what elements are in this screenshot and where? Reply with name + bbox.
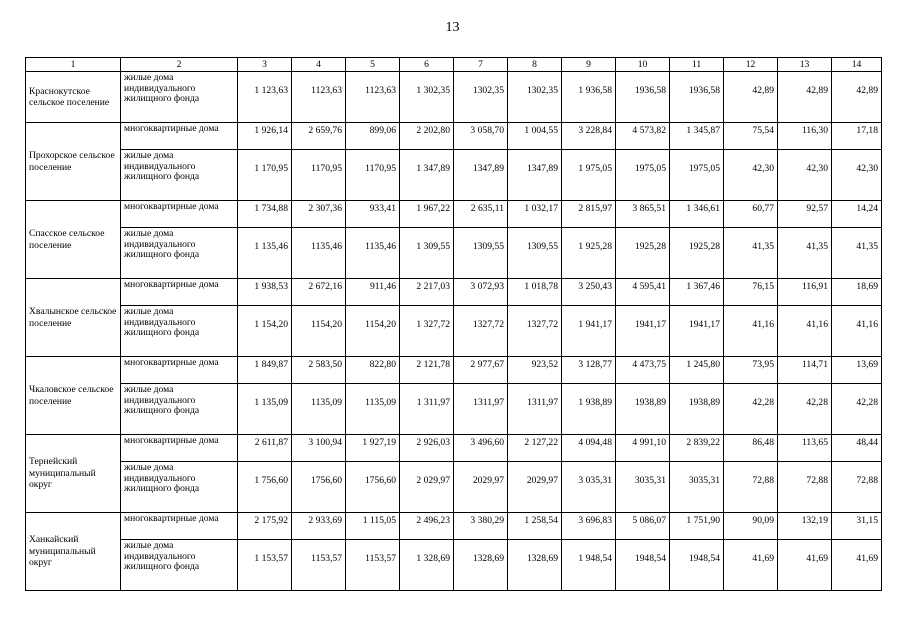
value-cell: 2 815,97 (562, 201, 616, 228)
housing-type-cell: жилые дома индивидуального жилищного фонда (121, 228, 238, 279)
value-cell: 1347,89 (508, 150, 562, 201)
table-row (26, 279, 882, 306)
value-cell: 1170,95 (346, 150, 400, 201)
value-cell: 2 611,87 (238, 435, 292, 462)
value-cell: 1 154,20 (238, 306, 292, 357)
value-cell: 1925,28 (616, 228, 670, 279)
region-name-cell: Краснокутское сельское поселение (26, 72, 121, 123)
value-cell: 76,15 (724, 279, 778, 306)
housing-type-cell: многоквартирные дома (121, 201, 238, 228)
column-number-cell: 14 (832, 58, 882, 72)
value-cell: 1 123,63 (238, 72, 292, 123)
value-cell: 75,54 (724, 123, 778, 150)
value-cell: 1 258,54 (508, 513, 562, 540)
housing-type-cell: жилые дома индивидуального жилищного фонда (121, 384, 238, 435)
value-cell: 1 302,35 (400, 72, 454, 123)
table-body (26, 58, 882, 591)
value-cell: 41,16 (832, 306, 882, 357)
value-cell: 1 926,14 (238, 123, 292, 150)
value-cell: 3 072,93 (454, 279, 508, 306)
value-cell: 1135,09 (346, 384, 400, 435)
value-cell: 1154,20 (346, 306, 400, 357)
housing-type-cell: многоквартирные дома (121, 279, 238, 306)
value-cell: 41,69 (778, 540, 832, 591)
value-cell: 113,65 (778, 435, 832, 462)
value-cell: 1 941,17 (562, 306, 616, 357)
value-cell: 42,30 (778, 150, 832, 201)
column-number-row (26, 58, 882, 72)
value-cell: 42,30 (724, 150, 778, 201)
region-name-cell: Прохорское сельское поселение (26, 123, 121, 201)
column-number-cell: 2 (121, 58, 238, 72)
value-cell: 923,52 (508, 357, 562, 384)
value-cell: 60,77 (724, 201, 778, 228)
value-cell: 92,57 (778, 201, 832, 228)
value-cell: 1123,63 (292, 72, 346, 123)
value-cell: 1 367,46 (670, 279, 724, 306)
value-cell: 1 328,69 (400, 540, 454, 591)
column-number-cell: 7 (454, 58, 508, 72)
value-cell: 4 991,10 (616, 435, 670, 462)
value-cell: 1948,54 (616, 540, 670, 591)
region-name-cell: Хвалынское сельское поселение (26, 279, 121, 357)
table-row (26, 513, 882, 540)
value-cell: 116,30 (778, 123, 832, 150)
value-cell: 2 977,67 (454, 357, 508, 384)
value-cell: 1 948,54 (562, 540, 616, 591)
value-cell: 42,28 (778, 384, 832, 435)
housing-type-cell: многоквартирные дома (121, 513, 238, 540)
value-cell: 1 734,88 (238, 201, 292, 228)
table-row (26, 435, 882, 462)
value-cell: 1938,89 (670, 384, 724, 435)
value-cell: 1328,69 (454, 540, 508, 591)
value-cell: 3035,31 (616, 462, 670, 513)
value-cell: 1302,35 (508, 72, 562, 123)
value-cell: 3035,31 (670, 462, 724, 513)
value-cell: 3 380,29 (454, 513, 508, 540)
value-cell: 2 659,76 (292, 123, 346, 150)
value-cell: 1153,57 (292, 540, 346, 591)
value-cell: 1 135,46 (238, 228, 292, 279)
value-cell: 1 135,09 (238, 384, 292, 435)
housing-type-cell: многоквартирные дома (121, 123, 238, 150)
value-cell: 1327,72 (454, 306, 508, 357)
value-cell: 2 307,36 (292, 201, 346, 228)
value-cell: 1936,58 (670, 72, 724, 123)
value-cell: 1309,55 (508, 228, 562, 279)
value-cell: 1153,57 (346, 540, 400, 591)
column-number-cell: 1 (26, 58, 121, 72)
value-cell: 3 696,83 (562, 513, 616, 540)
housing-type-cell: многоквартирные дома (121, 357, 238, 384)
value-cell: 86,48 (724, 435, 778, 462)
column-number-cell: 10 (616, 58, 670, 72)
value-cell: 822,80 (346, 357, 400, 384)
value-cell: 3 100,94 (292, 435, 346, 462)
value-cell: 48,44 (832, 435, 882, 462)
table-row (26, 306, 882, 357)
value-cell: 1 004,55 (508, 123, 562, 150)
value-cell: 42,28 (724, 384, 778, 435)
value-cell: 1 311,97 (400, 384, 454, 435)
value-cell: 899,06 (346, 123, 400, 150)
value-cell: 1 347,89 (400, 150, 454, 201)
value-cell: 911,46 (346, 279, 400, 306)
value-cell: 42,30 (832, 150, 882, 201)
value-cell: 41,35 (778, 228, 832, 279)
value-cell: 72,88 (778, 462, 832, 513)
value-cell: 1 756,60 (238, 462, 292, 513)
value-cell: 1 327,72 (400, 306, 454, 357)
value-cell: 18,69 (832, 279, 882, 306)
region-name-cell: Ханкайский муниципальный округ (26, 513, 121, 591)
value-cell: 1327,72 (508, 306, 562, 357)
value-cell: 1925,28 (670, 228, 724, 279)
value-cell: 1311,97 (508, 384, 562, 435)
table-row (26, 462, 882, 513)
value-cell: 1 032,17 (508, 201, 562, 228)
value-cell: 2 583,50 (292, 357, 346, 384)
value-cell: 3 228,84 (562, 123, 616, 150)
column-number-cell: 3 (238, 58, 292, 72)
value-cell: 3 250,43 (562, 279, 616, 306)
page-number: 13 (445, 20, 460, 35)
value-cell: 132,19 (778, 513, 832, 540)
value-cell: 2029,97 (508, 462, 562, 513)
value-cell: 1941,17 (616, 306, 670, 357)
value-cell: 1311,97 (454, 384, 508, 435)
value-cell: 3 058,70 (454, 123, 508, 150)
value-cell: 42,28 (832, 384, 882, 435)
value-cell: 1328,69 (508, 540, 562, 591)
value-cell: 114,71 (778, 357, 832, 384)
value-cell: 2 127,22 (508, 435, 562, 462)
value-cell: 41,16 (778, 306, 832, 357)
value-cell: 4 573,82 (616, 123, 670, 150)
value-cell: 2 029,97 (400, 462, 454, 513)
value-cell: 2 121,78 (400, 357, 454, 384)
value-cell: 1 938,89 (562, 384, 616, 435)
table-row (26, 228, 882, 279)
value-cell: 2 202,80 (400, 123, 454, 150)
tariff-table (25, 57, 882, 591)
value-cell: 1 345,87 (670, 123, 724, 150)
value-cell: 1347,89 (454, 150, 508, 201)
value-cell: 42,89 (832, 72, 882, 123)
column-number-cell: 6 (400, 58, 454, 72)
value-cell: 3 035,31 (562, 462, 616, 513)
value-cell: 2 672,16 (292, 279, 346, 306)
value-cell: 2 217,03 (400, 279, 454, 306)
column-number-cell: 12 (724, 58, 778, 72)
value-cell: 1 170,95 (238, 150, 292, 201)
value-cell: 1170,95 (292, 150, 346, 201)
housing-type-cell: жилые дома индивидуального жилищного фонда (121, 540, 238, 591)
value-cell: 2 175,92 (238, 513, 292, 540)
value-cell: 2 933,69 (292, 513, 346, 540)
value-cell: 1756,60 (346, 462, 400, 513)
value-cell: 1948,54 (670, 540, 724, 591)
value-cell: 1 245,80 (670, 357, 724, 384)
region-name-cell: Чкаловское сельское поселение (26, 357, 121, 435)
value-cell: 1 938,53 (238, 279, 292, 306)
value-cell: 1135,46 (292, 228, 346, 279)
value-cell: 1302,35 (454, 72, 508, 123)
value-cell: 4 595,41 (616, 279, 670, 306)
column-number-cell: 8 (508, 58, 562, 72)
value-cell: 14,24 (832, 201, 882, 228)
value-cell: 1 975,05 (562, 150, 616, 201)
value-cell: 3 496,60 (454, 435, 508, 462)
value-cell: 1 346,61 (670, 201, 724, 228)
value-cell: 2 926,03 (400, 435, 454, 462)
value-cell: 2 496,23 (400, 513, 454, 540)
table-row (26, 357, 882, 384)
value-cell: 2 635,11 (454, 201, 508, 228)
value-cell: 1 309,55 (400, 228, 454, 279)
value-cell: 73,95 (724, 357, 778, 384)
value-cell: 31,15 (832, 513, 882, 540)
value-cell: 1154,20 (292, 306, 346, 357)
value-cell: 1135,46 (346, 228, 400, 279)
column-number-cell: 4 (292, 58, 346, 72)
value-cell: 933,41 (346, 201, 400, 228)
table-row (26, 384, 882, 435)
value-cell: 90,09 (724, 513, 778, 540)
column-number-cell: 5 (346, 58, 400, 72)
region-name-cell: Спасское сельское поселение (26, 201, 121, 279)
value-cell: 42,89 (778, 72, 832, 123)
value-cell: 1975,05 (616, 150, 670, 201)
table-row (26, 540, 882, 591)
housing-type-cell: многоквартирные дома (121, 435, 238, 462)
value-cell: 1 936,58 (562, 72, 616, 123)
value-cell: 1123,63 (346, 72, 400, 123)
column-number-cell: 11 (670, 58, 724, 72)
housing-type-cell: жилые дома индивидуального жилищного фонда (121, 462, 238, 513)
value-cell: 1756,60 (292, 462, 346, 513)
value-cell: 41,69 (724, 540, 778, 591)
housing-type-cell: жилые дома индивидуального жилищного фонда (121, 72, 238, 123)
value-cell: 17,18 (832, 123, 882, 150)
value-cell: 72,88 (724, 462, 778, 513)
value-cell: 4 473,75 (616, 357, 670, 384)
value-cell: 1941,17 (670, 306, 724, 357)
value-cell: 41,35 (724, 228, 778, 279)
value-cell: 1 927,19 (346, 435, 400, 462)
column-number-cell: 13 (778, 58, 832, 72)
value-cell: 42,89 (724, 72, 778, 123)
value-cell: 41,16 (724, 306, 778, 357)
table-row (26, 201, 882, 228)
value-cell: 3 865,51 (616, 201, 670, 228)
value-cell: 1 925,28 (562, 228, 616, 279)
value-cell: 13,69 (832, 357, 882, 384)
value-cell: 72,88 (832, 462, 882, 513)
value-cell: 1975,05 (670, 150, 724, 201)
value-cell: 1 018,78 (508, 279, 562, 306)
value-cell: 41,69 (832, 540, 882, 591)
value-cell: 4 094,48 (562, 435, 616, 462)
value-cell: 1 751,90 (670, 513, 724, 540)
table-row (26, 150, 882, 201)
table-row (26, 72, 882, 123)
value-cell: 1 967,22 (400, 201, 454, 228)
table-row (26, 123, 882, 150)
value-cell: 1309,55 (454, 228, 508, 279)
value-cell: 5 086,07 (616, 513, 670, 540)
value-cell: 41,35 (832, 228, 882, 279)
value-cell: 3 128,77 (562, 357, 616, 384)
value-cell: 1936,58 (616, 72, 670, 123)
housing-type-cell: жилые дома индивидуального жилищного фонда (121, 150, 238, 201)
value-cell: 116,91 (778, 279, 832, 306)
value-cell: 1 115,05 (346, 513, 400, 540)
value-cell: 1 849,87 (238, 357, 292, 384)
housing-type-cell: жилые дома индивидуального жилищного фонда (121, 306, 238, 357)
value-cell: 1 153,57 (238, 540, 292, 591)
value-cell: 2 839,22 (670, 435, 724, 462)
column-number-cell: 9 (562, 58, 616, 72)
value-cell: 1135,09 (292, 384, 346, 435)
region-name-cell: Тернейский муниципальный округ (26, 435, 121, 513)
value-cell: 1938,89 (616, 384, 670, 435)
value-cell: 2029,97 (454, 462, 508, 513)
